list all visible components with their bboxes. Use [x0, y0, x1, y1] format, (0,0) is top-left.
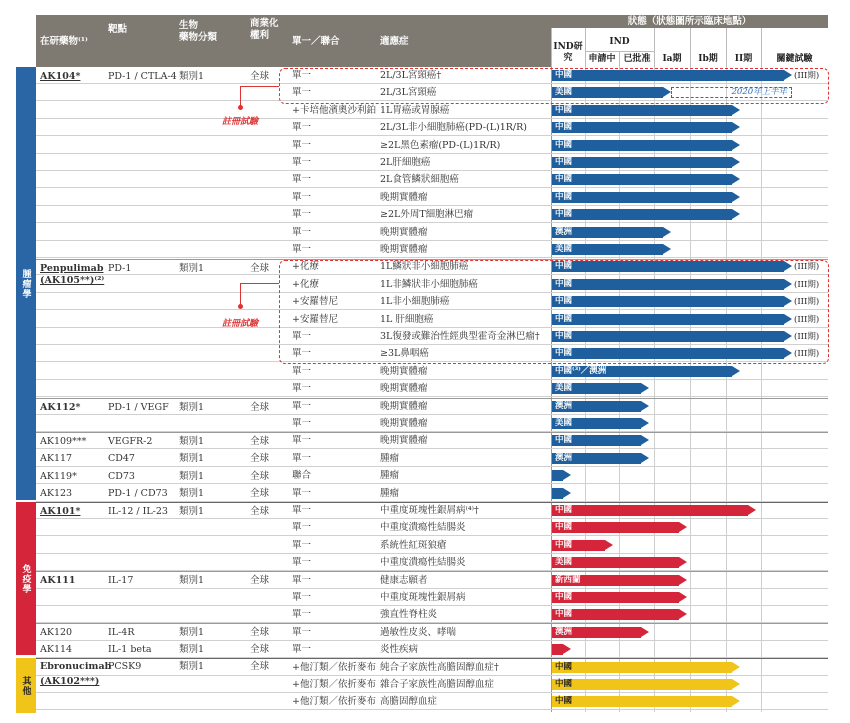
progress-bar [552, 383, 641, 394]
drug-name: AK120 [40, 627, 73, 638]
combo-cell: 單一 [292, 383, 312, 395]
region-label: 中國 [555, 278, 573, 289]
drug-name: AK104* [40, 71, 81, 82]
drug-name: Ebronucimab [40, 661, 112, 672]
drug-rights: 全球 [250, 506, 270, 517]
table-row [36, 693, 828, 710]
progress-bar [552, 453, 641, 464]
indication-cell: 1L非小細胞肺癌 [380, 296, 450, 308]
side-oncology: 腫瘤學 [16, 67, 36, 500]
progress-arrow [732, 140, 740, 150]
progress-arrow [732, 174, 740, 184]
connector-dot [238, 304, 243, 309]
progress-arrow [679, 592, 687, 602]
progress-arrow [732, 696, 740, 706]
drug-rights: 全球 [250, 263, 270, 274]
progress-bar [552, 192, 732, 203]
indication-cell: 高膽固醇血症 [380, 696, 438, 708]
combo-cell: 單一 [292, 209, 312, 221]
region-label: 中國 [555, 139, 573, 150]
region-label: 澳洲 [555, 400, 573, 411]
drug-class: 類別1 [179, 436, 205, 447]
indication-cell: 中重度斑塊性銀屑病⁽⁴⁾† [380, 505, 479, 516]
header-target: 靶點 [108, 24, 128, 35]
progress-arrow [641, 453, 649, 463]
table-row [36, 415, 828, 432]
indication-cell: 1L 肝細胞癌 [380, 313, 434, 325]
progress-bar [552, 505, 748, 516]
combo-cell: 單一 [292, 70, 312, 81]
progress-arrow [679, 557, 687, 567]
region-label: 中國 [555, 174, 573, 185]
phase3-label: (III期) [794, 314, 820, 325]
region-label: 中國 [555, 609, 573, 620]
drug-name: AK101* [40, 506, 81, 517]
progress-bar [552, 679, 732, 690]
combo-cell: 單一 [292, 626, 312, 638]
indication-cell: 中重度潰瘍性結腸炎 [380, 557, 466, 569]
indication-cell: 晚期實體瘤 [380, 400, 428, 412]
status-phase-1b: Ib期 [698, 54, 718, 64]
indication-cell: 雜合子家族性高膽固醇血症 [380, 679, 495, 690]
region-label: 中國 [555, 261, 573, 272]
combo-cell: 單一 [292, 87, 312, 99]
drug-name: AK111 [40, 575, 76, 586]
progress-arrow [732, 105, 740, 115]
region-label: 澳洲 [555, 452, 573, 463]
progress-bar [552, 244, 663, 255]
header-status: 狀態（狀態圖所示臨床地點） [627, 16, 752, 27]
region-label: 中國 [555, 331, 573, 341]
header-combo: 單一／聯合 [292, 36, 340, 47]
drug-name-code: (AK102***) [40, 676, 100, 687]
registration-label: 註冊試驗 [222, 117, 259, 127]
combo-cell: 單一 [292, 244, 312, 255]
drug-name: AK112* [40, 402, 81, 413]
table-row [36, 380, 828, 397]
drug-target: IL-17 [108, 575, 134, 586]
side-other: 其他 [16, 658, 36, 713]
progress-arrow [732, 122, 740, 132]
progress-bar [552, 488, 563, 499]
region-label: 美國 [555, 244, 573, 254]
phase3-label: (III期) [794, 279, 820, 290]
progress-bar [552, 696, 732, 707]
progress-bar [552, 140, 732, 151]
status-phase-2: II期 [734, 54, 753, 64]
progress-arrow [641, 435, 649, 445]
progress-bar [552, 592, 679, 603]
drug-target: IL-12 / IL-23 [108, 506, 168, 517]
progress-arrow [748, 505, 756, 515]
drug-name-code: (AK105**)⁽²⁾ [40, 275, 105, 286]
combo-cell: 單一 [292, 452, 312, 464]
combo-cell: 單一 [292, 557, 312, 569]
indication-cell: 晚期實體瘤 [380, 244, 428, 255]
drug-class: 類別1 [179, 71, 205, 82]
indication-cell: 腫瘤 [380, 452, 400, 464]
region-label: 澳洲 [555, 226, 573, 237]
combo-cell: 單一 [292, 348, 312, 360]
indication-cell: 健康志願者 [380, 574, 428, 586]
drug-target: PD-1 / CTLA-4 [108, 71, 177, 82]
drug-class: 類別1 [179, 471, 205, 482]
drug-class: 類別1 [179, 644, 205, 655]
indication-cell: 晚期實體瘤 [380, 383, 428, 395]
region-label: 美國 [555, 87, 573, 98]
drug-name: Penpulimab [40, 263, 104, 274]
table-row [36, 554, 828, 571]
drug-rights: 全球 [250, 627, 270, 638]
indication-cell: 中重度斑塊性銀屑病 [380, 592, 466, 603]
combo-cell: 單一 [292, 226, 312, 238]
drug-class: 類別1 [179, 575, 205, 586]
drug-name: AK114 [40, 644, 73, 655]
drug-target: PD-1 / CD73 [108, 488, 168, 499]
header-bio-class-1: 生物 [179, 20, 199, 31]
drug-name: AK117 [40, 453, 73, 464]
combo-cell: 單一 [292, 609, 312, 621]
progress-bar [552, 122, 732, 133]
indication-cell: 1L胃癌或胃腺癌 [380, 104, 450, 116]
table-row [36, 363, 828, 380]
combo-cell: 單一 [292, 522, 312, 534]
table-row [36, 467, 828, 484]
indication-cell: 晚期實體瘤 [380, 418, 428, 429]
combo-cell: 單一 [292, 505, 312, 516]
drug-class: 類別1 [179, 402, 205, 413]
region-label: 中國 [555, 209, 573, 220]
status-pivotal: 關鍵試驗 [776, 54, 813, 64]
combo-cell: 聯合 [292, 470, 312, 482]
progress-arrow [732, 209, 740, 219]
combo-cell: 單一 [292, 487, 312, 499]
drug-target: CD47 [108, 453, 135, 464]
indication-cell: ≥2L黑色素瘤(PD-(L)1R/R) [380, 139, 501, 151]
region-label: 中國 [555, 539, 573, 550]
connector-line [240, 283, 241, 305]
region-label: 澳洲 [555, 626, 573, 637]
progress-bar [552, 557, 679, 568]
progress-bar [552, 627, 641, 638]
combo-cell: 單一 [292, 157, 312, 168]
table-row [36, 224, 828, 241]
combo-cell: +安羅替尼 [292, 313, 338, 325]
indication-cell: 2L食管鱗狀細胞癌 [380, 174, 459, 186]
indication-cell: 晚期實體瘤 [380, 435, 428, 447]
drug-rights: 全球 [250, 71, 270, 82]
indication-cell: ≥2L外周T細胞淋巴瘤 [380, 209, 474, 221]
progress-arrow [732, 679, 740, 689]
table-row [36, 171, 828, 188]
progress-bar [552, 209, 732, 220]
combo-cell: +他汀類／依折麥布 [292, 661, 376, 673]
indication-cell: 2L/3L非小細胞肺癌(PD-(L)1R/R) [380, 122, 527, 134]
registration-trial-box [279, 260, 829, 364]
region-label: 中國 [555, 191, 573, 202]
region-label: 美國 [555, 418, 573, 428]
progress-arrow [605, 540, 613, 550]
drug-target: IL-4R [108, 627, 135, 638]
indication-cell: 系統性紅斑狼瘡 [380, 539, 447, 551]
combo-cell: 單一 [292, 435, 312, 447]
group-divider [36, 658, 828, 659]
combo-cell: +他汀類／依折麥布 [292, 696, 376, 708]
combo-cell: +卡培他濱奧沙利鉑 [292, 104, 376, 116]
table-row [36, 659, 828, 676]
combo-cell: 單一 [292, 331, 312, 342]
table-row [36, 641, 828, 658]
table-row [36, 137, 828, 154]
progress-bar [552, 157, 732, 168]
table-row [36, 589, 828, 606]
status-ind-approved: 已批准 [623, 54, 651, 64]
combo-cell: 單一 [292, 539, 312, 551]
indication-cell: 2L/3L宮頸癌 [380, 87, 437, 99]
group-divider [36, 623, 828, 624]
progress-arrow [732, 192, 740, 202]
progress-bar [552, 174, 732, 185]
header-bio-class-2: 藥物分類 [179, 32, 218, 43]
drug-rights: 全球 [250, 644, 270, 655]
table-row [36, 676, 828, 693]
combo-cell: 單一 [292, 400, 312, 412]
region-label: 中國 [555, 296, 573, 307]
combo-cell: +他汀類／依折麥布 [292, 679, 376, 690]
drug-rights: 全球 [250, 471, 270, 482]
progress-arrow [679, 609, 687, 619]
progress-arrow [641, 418, 649, 428]
progress-bar [552, 609, 679, 620]
combo-cell: +化療 [292, 261, 319, 273]
region-label: 中國 [555, 435, 573, 446]
connector-line [240, 86, 241, 106]
drug-target: VEGFR-2 [108, 436, 153, 447]
progress-arrow [732, 366, 740, 376]
region-label: 中國 [555, 696, 573, 707]
progress-bar [552, 401, 641, 412]
indication-cell: 晚期實體瘤 [380, 191, 428, 203]
indication-cell: 炎性疾病 [380, 644, 419, 656]
indication-cell: 腫瘤 [380, 470, 400, 482]
drug-rights: 全球 [250, 488, 270, 499]
registration-label: 註冊試驗 [222, 319, 259, 329]
table-row [36, 119, 828, 136]
combo-cell: +化療 [292, 278, 319, 290]
table-row [36, 624, 828, 641]
progress-arrow [641, 401, 649, 411]
table-row [36, 450, 828, 467]
drug-class: 類別1 [179, 453, 205, 464]
drug-rights: 全球 [250, 661, 270, 672]
combo-cell: 單一 [292, 644, 312, 656]
region-label: 中國 [555, 104, 573, 115]
combo-cell: +安羅替尼 [292, 296, 338, 308]
progress-arrow [563, 488, 571, 498]
status-ind-applying: 申請中 [588, 54, 616, 64]
progress-bar [552, 435, 641, 446]
progress-bar [552, 540, 605, 551]
progress-arrow [663, 227, 671, 237]
header-rights-2: 權利 [250, 30, 270, 41]
connector-line [240, 283, 279, 284]
drug-rights: 全球 [250, 402, 270, 413]
group-divider [36, 398, 828, 399]
indication-cell: 腫瘤 [380, 487, 400, 499]
connector-dot [238, 105, 243, 110]
progress-arrow [641, 627, 649, 637]
progress-bar [552, 366, 732, 377]
drug-class: 類別1 [179, 488, 205, 499]
phase3-label: (III期) [794, 297, 820, 308]
progress-bar [552, 522, 679, 533]
progress-arrow [663, 244, 671, 254]
combo-cell: 單一 [292, 122, 312, 134]
phase3-label: (III期) [794, 349, 820, 360]
combo-cell: 單一 [292, 418, 312, 429]
status-ind-research: IND研究 [553, 42, 583, 63]
status-ind: IND [609, 37, 630, 47]
combo-cell: 單一 [292, 139, 312, 151]
table-row [36, 154, 828, 171]
progress-bar [552, 575, 679, 586]
drug-rights: 全球 [250, 575, 270, 586]
combo-cell: 單一 [292, 174, 312, 186]
group-divider [36, 432, 828, 433]
indication-cell: 晚期實體瘤 [380, 365, 428, 377]
table-row [36, 572, 828, 589]
region-label: 中國 [555, 592, 573, 602]
drug-class: 類別1 [179, 506, 205, 517]
combo-cell: 單一 [292, 592, 312, 603]
group-divider [36, 571, 828, 572]
combo-cell: 單一 [292, 365, 312, 377]
table-row [36, 519, 828, 536]
progress-bar [552, 418, 641, 429]
drug-target: PCSK9 [108, 661, 142, 672]
drug-name: AK109*** [40, 436, 87, 447]
table-row [36, 206, 828, 223]
indication-cell: 3L復發或難治性經典型霍奇金淋巴瘤† [380, 331, 540, 342]
indication-cell: 2L/3L宮頸癌† [380, 70, 442, 81]
combo-cell: 單一 [292, 574, 312, 586]
status-phase-1a: Ia期 [662, 54, 682, 64]
drug-target: CD73 [108, 471, 135, 482]
table-row [36, 189, 828, 206]
progress-arrow [563, 644, 571, 654]
progress-arrow [679, 522, 687, 532]
region-label: 中國 [555, 313, 573, 324]
drug-class: 類別1 [179, 661, 205, 672]
planned-trial-marker: 2020年上半年 [671, 87, 792, 98]
indication-cell: 過敏性皮炎、哮喘 [380, 626, 457, 638]
indication-cell: 1L鱗狀非小細胞肺癌 [380, 261, 469, 273]
region-label: 中國 [555, 70, 573, 80]
drug-target: IL-1 beta [108, 644, 152, 655]
progress-bar [552, 105, 732, 116]
region-label: 中國 [555, 661, 573, 672]
connector-line [240, 86, 279, 87]
side-immunology: 免疫學 [16, 502, 36, 655]
header-drug: 在研藥物⁽¹⁾ [40, 36, 88, 47]
region-label: 新西蘭 [555, 574, 581, 585]
table-row [36, 241, 828, 258]
group-divider [36, 502, 828, 503]
phase3-label: (III期) [794, 71, 820, 81]
drug-rights: 全球 [250, 436, 270, 447]
region-label: 中國⁽³⁾／澳洲 [555, 365, 607, 376]
indication-cell: 晚期實體瘤 [380, 226, 428, 238]
region-label: 中國 [555, 157, 573, 167]
drug-target: PD-1 / VEGF [108, 402, 169, 413]
indication-cell: 2L肝細胞癌 [380, 157, 431, 168]
progress-bar [552, 227, 663, 238]
header-indication: 適應症 [380, 36, 409, 47]
indication-cell: 純合子家族性高膽固醇血症† [380, 661, 499, 673]
table-row [36, 102, 828, 119]
ind-divider [585, 51, 654, 52]
progress-bar [552, 470, 563, 481]
table-row [36, 537, 828, 554]
region-label: 中國 [555, 348, 573, 359]
region-label: 中國 [555, 679, 573, 689]
progress-arrow [732, 157, 740, 167]
region-label: 美國 [555, 557, 573, 568]
drug-class: 類別1 [179, 627, 205, 638]
indication-cell: 中重度潰瘍性結腸炎 [380, 522, 466, 534]
drug-target: PD-1 [108, 263, 132, 274]
progress-arrow [641, 383, 649, 393]
region-label: 中國 [555, 522, 573, 533]
drug-name: AK119* [40, 471, 77, 482]
phase3-label: (III期) [794, 332, 820, 342]
region-label: 中國 [555, 122, 573, 133]
drug-name: AK123 [40, 488, 73, 499]
drug-rights: 全球 [250, 453, 270, 464]
combo-cell: 單一 [292, 191, 312, 203]
indication-cell: 1L非鱗狀非小細胞肺癌 [380, 278, 478, 290]
table-row [36, 606, 828, 623]
progress-bar [552, 662, 732, 673]
drug-class: 類別1 [179, 263, 205, 274]
indication-cell: ≥3L鼻咽癌 [380, 348, 429, 360]
registration-trial-box [279, 68, 829, 104]
region-label: 美國 [555, 383, 573, 394]
phase3-label: (III期) [794, 262, 820, 273]
region-label: 中國 [555, 505, 573, 515]
progress-arrow [563, 470, 571, 480]
table-row [36, 432, 828, 449]
progress-arrow [679, 575, 687, 585]
header-rights-1: 商業化 [250, 18, 279, 29]
progress-arrow [732, 662, 740, 672]
progress-bar [552, 644, 563, 655]
indication-cell: 強直性脊柱炎 [380, 609, 438, 621]
